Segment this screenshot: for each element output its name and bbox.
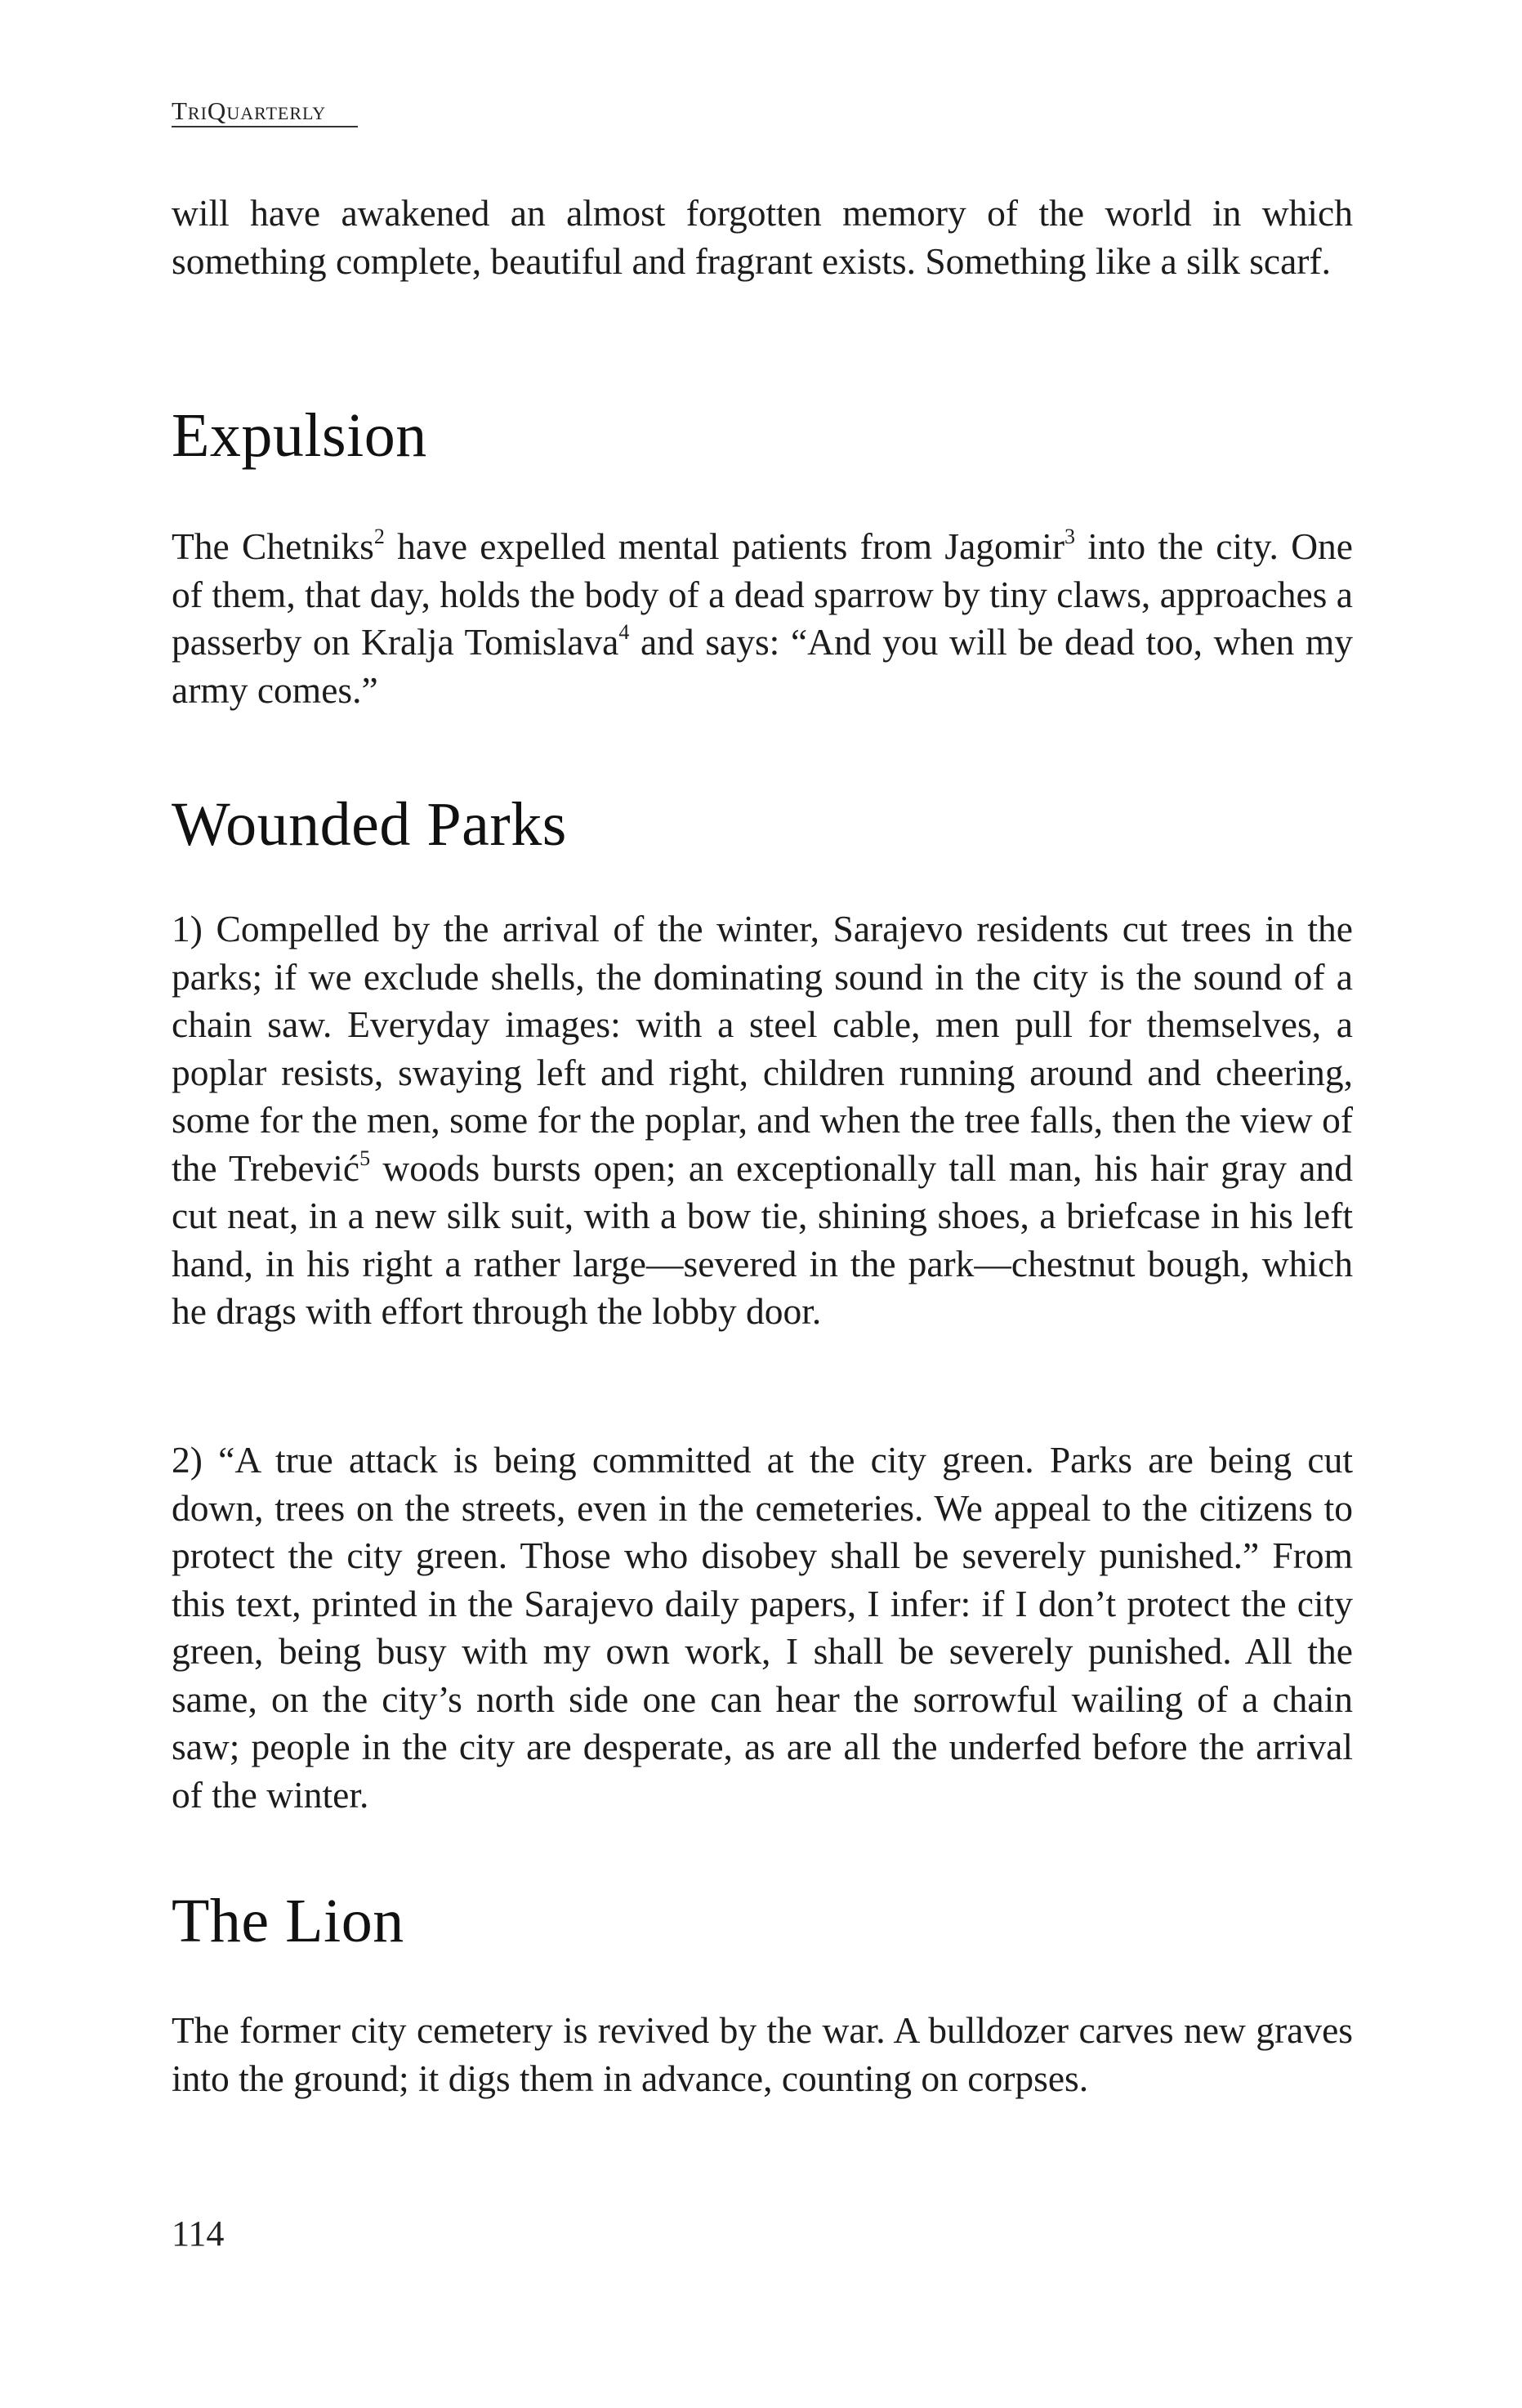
running-head: TriQuarterly xyxy=(172,96,327,125)
expulsion-text-1: The Chetniks xyxy=(172,525,374,567)
page xyxy=(172,0,1353,2408)
section-title-wounded-parks: Wounded Parks xyxy=(172,790,567,859)
expulsion-text-2: have expelled mental patients from Jagomir xyxy=(384,525,1065,567)
header-rule xyxy=(172,126,358,127)
footnote-marker-4: 4 xyxy=(618,620,630,644)
section-title-the-lion: The Lion xyxy=(172,1887,404,1955)
wounded-parks-paragraph-2: 2) “A true attack is being committed at the city green. Parks are being cut down, trees on the streets, even in the cemeteries. We appeal to the citizens to protect the city green. Those who disobey shall be severely punished.” From this text, printed in the Sarajevo daily papers, I infer: if I don’t protect the city green, being busy with my own work, I shall be severely punished. All the same, on the city’s north side one can hear the sorrowful wailing of a chain saw; people in the city are desperate, as are all the underfed before the arrival of the winter. xyxy=(172,1439,1353,1816)
page-number: 114 xyxy=(172,2214,225,2254)
wounded-parks-text-1a: 1) Compelled by the arrival of the winter, Sarajevo residents cut trees in the parks; if we exclude shells, the dominating sound in the city is the sound of a chain saw. Everyday images: with a steel cable, men pull for themselves, a poplar resists, swaying left and right, children running around and cheering, some for the men, some for the poplar, and when the tree falls, then the view of the Trebević xyxy=(172,908,1353,1189)
expulsion-text-4: and says: “And you will be dead too, when my army comes.” xyxy=(172,621,1353,711)
wounded-parks-text-1b: woods bursts open; an exceptionally tall man, his hair gray and cut neat, in a new silk suit, with a bow tie, shining shoes, a briefcase in his left hand, in his right a rather large—severed in the park—chestnut bough, which he drags with effort through the lobby door. xyxy=(172,1146,1354,1332)
expulsion-paragraph xyxy=(172,523,1353,714)
footnote-marker-3: 3 xyxy=(1064,525,1075,548)
wounded-parks-paragraph-1 xyxy=(172,905,1353,1336)
intro-paragraph: will have awakened an almost forgotten memory of the world in which something complete, beautiful and fragrant exists. Something like a silk scarf. xyxy=(172,192,1353,282)
footnote-marker-2: 2 xyxy=(373,525,385,548)
section-title-expulsion: Expulsion xyxy=(172,401,427,470)
expulsion-text-3: into the city. One of them, that day, holds the body of a dead sparrow by tiny claws, approaches a passerby on Kralja Tomislava xyxy=(172,525,1353,663)
footnote-marker-5: 5 xyxy=(359,1146,371,1170)
the-lion-paragraph: The former city cemetery is revived by the war. A bulldozer carves new graves into the ground; it digs them in advance, counting on corpses. xyxy=(172,2009,1353,2099)
